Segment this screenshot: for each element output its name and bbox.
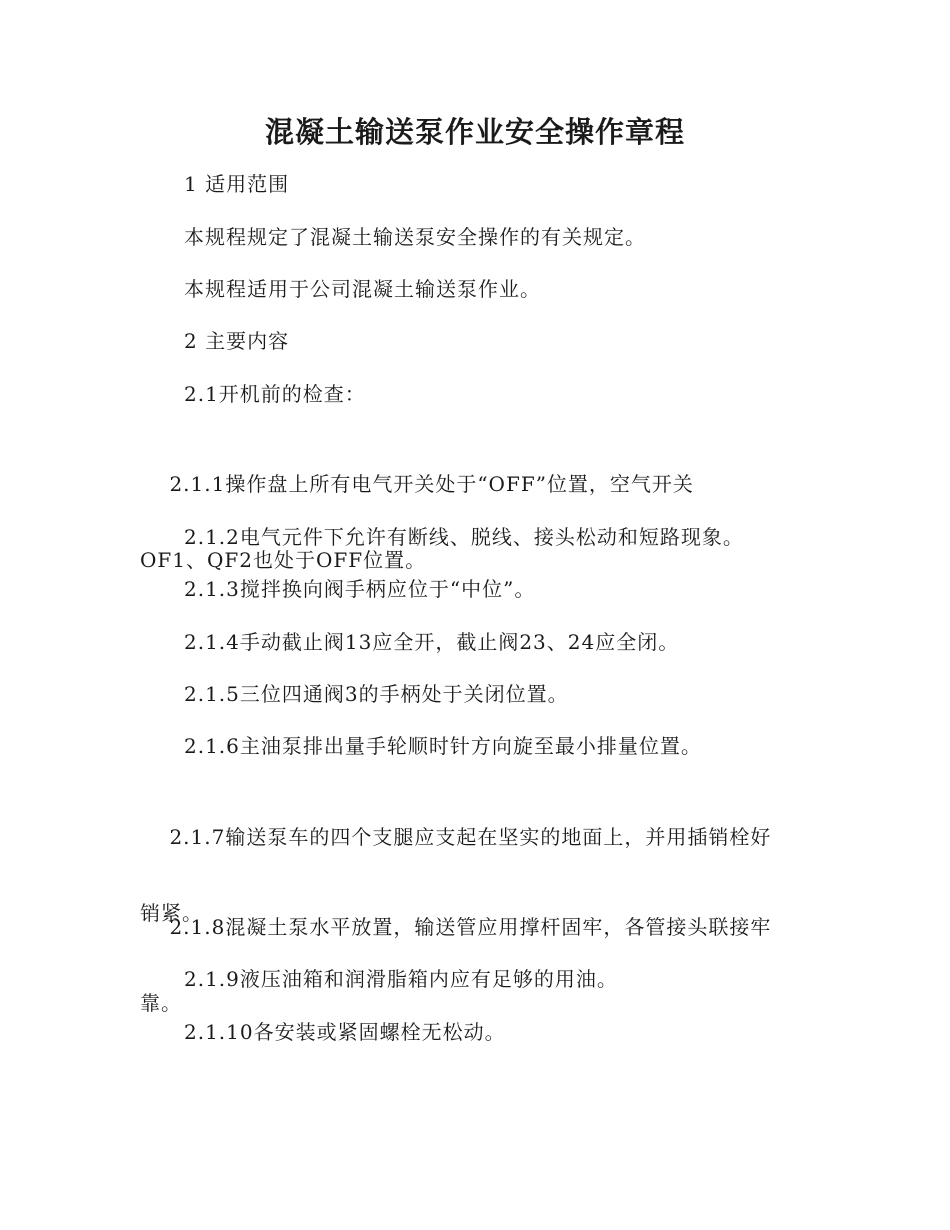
item-2-1-10: 2.1.10各安装或紧固螺栓无松动。 <box>184 1020 506 1044</box>
document-title: 混凝土输送泵作业安全操作章程 <box>264 115 685 149</box>
item-2-1-1-line-1: 2.1.1操作盘上所有电气开关处于“OFF”位置，空气开关 <box>169 472 694 496</box>
item-2-1-7-line-2: 销紧。 <box>140 901 203 925</box>
item-2-1-5: 2.1.5三位四通阀3的手柄处于关闭位置。 <box>184 682 569 706</box>
section-heading-main-content: 2 主要内容 <box>184 329 290 353</box>
item-2-1-9: 2.1.9液压油箱和润滑脂箱内应有足够的用油。 <box>184 967 618 991</box>
item-2-1-8-line-1: 2.1.8混凝土泵水平放置，输送管应用撑杆固牢，各管接头联接牢 <box>169 915 772 939</box>
item-2-1-8-line-2: 靠。 <box>140 991 182 1015</box>
item-2-1-7-line-1: 2.1.7输送泵车的四个支腿应支起在坚实的地面上，并用插销栓好 <box>169 825 772 849</box>
paragraph-scope-definition: 本规程规定了混凝土输送泵安全操作的有关规定。 <box>184 225 646 249</box>
section-heading-scope: 1 适用范围 <box>184 172 290 196</box>
item-2-1-3: 2.1.3搅拌换向阀手柄应位于“中位”。 <box>184 577 536 601</box>
paragraph-scope-application: 本规程适用于公司混凝土输送泵作业。 <box>184 277 541 301</box>
item-2-1-2: 2.1.2电气元件下允许有断线、脱线、接头松动和短路现象。 <box>184 525 744 549</box>
subsection-heading-pre-start-check: 2.1开机前的检查： <box>184 382 366 406</box>
item-2-1-1-line-2: OF1、QF2也处于OFF位置。 <box>140 548 427 572</box>
item-2-1-6: 2.1.6主油泵排出量手轮顺时针方向旋至最小排量位置。 <box>184 734 702 758</box>
item-2-1-4: 2.1.4手动截止阀13应全开，截止阀23、24应全闭。 <box>184 630 680 654</box>
